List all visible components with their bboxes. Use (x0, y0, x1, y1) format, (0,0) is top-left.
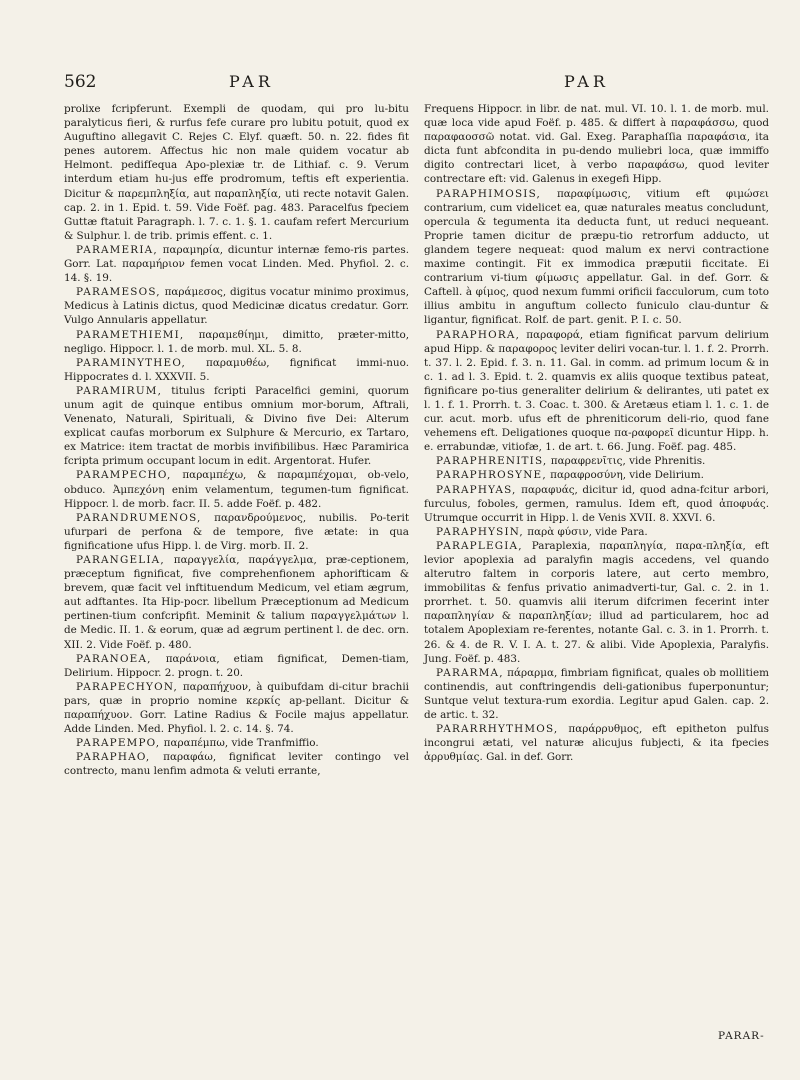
entry: PARAPECHYON, παραπήχυον, à quibufdam di-citur brachii pars, quæ in proprio nomine κερκίς ap-pellant. Dicitur & παραπήχυον. Gorr. Latine Radius & Focile majus appellatur. Adde Linden. Med. Phyfiol. l. 2. c. 14. §. 74. (64, 680, 409, 736)
right-column (424, 102, 769, 764)
entry-headword: PARAPHYSIN, (436, 525, 524, 538)
entry-headword: PARAMERIA, (76, 243, 158, 256)
entry-headword: PARANDRUMENOS, (76, 511, 202, 524)
entry: PARANOEA, παράνοια, etiam fignificat, Demen-tiam, Delirium. Hippocr. 2. progn. t. 20. (64, 652, 409, 679)
entry-headword: PARAPHYAS, (436, 483, 517, 496)
entry: PARAPHYSIN, παρὰ φύσιν, vide Para. (436, 525, 648, 538)
entry-headword: PARANOEA, (76, 652, 152, 665)
entry-headword: PARANGELIA, (76, 554, 165, 566)
entry: PARAPHAO, παραφάω, fignificat leviter contingo vel contrecto, manu lenfim admota & veluti errante, (64, 751, 409, 778)
entry-headword: PARAMINYTHEO, (76, 356, 186, 369)
entry-headword: PARARRHYTHMOS, (436, 723, 559, 736)
entry: prolixe fcripferunt. Exempli de quodam, qui pro lu-bitu paralyticus fieri, & rurfus fefe curare pro lubitu potuit, quod ex Auguftino allegavit C. Rejes C. Elyf. quæft. 50. n. 22. fides fit penes autorem. Affectus hic non male quidem vocatur ab Helmont. pedifſequa Apo-plexiæ tr. de Lithiaf. c. 9. Verum interdum etiam hu-jus effe prodromum, teftis eft experientia. Dicitur & παρεμπληξία, aut παραπληξία, uti recte notavit Galen. cap. 2. in 1. Epid. t. 59. Vide Foëf. pag. 483. Paracelfus fpeciem Guttæ ftatuit Paragraph. l. 7. c. 1. §. 1. caufam refert Mercurium & Sulphur. l. de trib. primis effent. c. 1. (64, 103, 409, 242)
entry: PARAPHROSYNE, παραφροσύνη, vide Delirium. (436, 469, 704, 482)
entry-headword: PARAMESOS, (76, 286, 161, 299)
page-number: 562 (64, 72, 97, 92)
entry: PARAPHRENITIS, παραφρενῖτις, vide Phrenitis. (436, 455, 706, 468)
entry: PARAPHYAS, παραφυάς, dicitur id, quod adna-fcitur arbori, furculus, foboles, germen, ramulus. Idem eft, quod ἀποφυάς. Utrumque occurrit in Hipp. l. de Venis XVII. 8. XXVI. 6. (424, 483, 769, 524)
entry-headword: PARAPEMPO, (76, 737, 161, 750)
entry-headword: PARAPHROSYNE, (436, 469, 547, 482)
entry: PARAMPECHO, παραμπέχω, & παραμπέχομαι, ob-velo, obduco. Ἀμπεχόνη enim velamentum, tegumen-tum fignificat. Hippocr. l. de morb. facr. II. 5. adde Foëf. p. 482. (64, 469, 409, 510)
entry-headword: PARAPHAO, (76, 751, 151, 764)
entry: PARAPHORA, παραφορά, etiam fignificat parvum delirium apud Hipp. & παραφορος leviter deliri vocan-tur. l. 1. f. 2. Prorrh. t. 37. l. 2. Epid. f. 3. n. 11. Gal. in comm. ad primum locum & in c. 1. ad l. 3. Epid. t. 2. quamvis ex aliis quoque textibus pateat, fignificare po-tius generaliter delirium & delirantes, uti patet ex l. 1. f. 1. Prorrh. t. 3. Coac. t. 300. & Aretæus etiam l. 1. c. 1. de cur. acut. morb. ufus eft de phreniticorum deli-rio, quod fane vehemens eft. Deligationes quoque πα-ραφορεῖ dicuntur Hipp. h. e. errabundæ, vitiofæ, 1. de art. t. 66. Jung. Foëf. pag. 485. (424, 328, 769, 454)
left-column (64, 102, 409, 779)
entry: PARARRHYTHMOS, παράρρυθμος, eft epitheton pulfus incongrui ætati, vel naturæ alicujus fubjecti, & ita fpecies ἀρρυθμίας. Gal. in def. Gorr. (424, 723, 769, 764)
page-header (64, 72, 760, 98)
running-head-left: PAR (229, 72, 274, 91)
entry: PARANDRUMENOS, παρανδρούμενος, nubilis. Po-terit ufurpari de perfona & de tempore, five ætate: in qua fignificatione ufus Hipp. l. de Virg. morb. II. 2. (64, 511, 409, 552)
entry-headword: PARARMA, (436, 666, 504, 679)
entry: PARAPLEGIA, Paraplexia, παραπληγία, παρα-πληξία, eft levior apoplexia ad paralyfin magis accedens, vel quando alterutro faltem in corporis latere, aut certo membro, immobilitas & fenfus privatio animadverti-tur, Gal. c. 2. in 1. prorrhet. t. 50. quamvis alii iterum difcrimen fecerint inter παραπληγίαν & παραπληξίαν; illud ad particularem, hoc ad totalem Apoplexiam re-ferentes, notante Gal. c. 3. in 1. Prorrh. t. 26. & 4. de R. V. I. A. t. 27. & alibi. Vide Apoplexia, Paralyfis. Jung. Foëf. p. 483. (424, 539, 769, 665)
entry: PARAMESOS, παράμεσος, digitus vocatur minimo proximus, Medicus à Latinis dictus, quod Medicinæ dicatus credatur. Gorr. Vulgo Annularis appellatur. (64, 286, 409, 327)
entry: PARAMINYTHEO, παραμυθέω, fignificat immi-nuo. Hippocrates d. l. XXXVII. 5. (64, 356, 409, 383)
entry-headword: PARAPECHYON, (76, 680, 178, 693)
entry-headword: PARAPHORA, (436, 328, 521, 341)
entry: PARAPHIMOSIS, παραφίμωσις, vitium eft φιμώσει contrarium, cum videlicet ea, quæ naturales meatus concludunt, opercula & tegumenta ita deducta funt, ut reduci nequeant. Proprie tamen dicitur de præpu-tio retrorfum adducto, ut glandem tegere nequeat: quod malum ex nervi contractione maxime contingit. Fit ex immodica præputii ficcitate. Ei contrarium vi-tium φίμωσις appellatur. Gal. in def. Gorr. & Caftell. à φίμος, quod nexum fummi orificii facculorum, cum toto illius ambitu in anguftum collecto funiculo clau-duntur & ligantur, fignificat. Rolf. de part. genit. P. I. c. 50. (424, 187, 769, 327)
running-head-right: PAR (564, 72, 609, 91)
entry-headword: PARAMIRUM, (76, 384, 163, 397)
entry: PARAMIRUM, titulus fcripti Paracelfici gemini, quorum unum agit de quinque entibus omnium mor-borum, Aftrali, Venenato, Naturali, Spirituali, & Divino five Dei: Alterum explicat caufas morborum ex Sulphure & Mercurio, ex Tartaro, ex Matrice: item tractat de morbis invifibilibus. Hæc Paramirica fcripta primum occupant locum in edit. Argentorat. Hufer. (64, 384, 409, 468)
entry-headword: PARAPHRENITIS, (436, 455, 548, 468)
entry: PARANGELIA, παραγγελία, παράγγελμα, præ-ceptionem, præceptum fignificat, five comprehenfionem aphorifticam & brevem, quæ facit vel inftituendum Medicum, vel etiam ægrum, aut adftantes. Ita Hip-pocr. libellum Præceptionum ad Medicum pertinen-tium confcripfit. Meminit & talium παραγγελμάτων l. de Medic. II. 1. & eorum, quæ ad ægrum pertinent l. de dec. orn. XII. 2. Vide Foëf. p. 480. (64, 554, 410, 651)
entry: PARAMERIA, παραμηρία, dicuntur internæ femo-ris partes. Gorr. Lat. παραμήριον femen vocat Linden. Med. Phyfiol. 2. c. 14. §. 19. (64, 243, 410, 285)
entry: PARARMA, πάραρμα, fimbriam fignificat, quales ob mollitiem continendis, aut conftringendis deli-gationibus fuperponuntur; Suntque velut textura-rum exordia. Legitur apud Galen. cap. 2. de artic. t. 32. (424, 666, 769, 722)
catchword: PARAR- (718, 1030, 765, 1042)
entry-headword: PARAPLEGIA, (436, 539, 523, 552)
entry: PARAPEMPO, παραπέμπω, vide Tranfmiffio. (76, 737, 319, 750)
entry-headword: PARAPHIMOSIS, (436, 187, 542, 200)
entry: PARAMETHIEMI, παραμεθίημι, dimitto, præter-mitto, negligo. Hippocr. l. 1. de morb. mul. XL. 5. 8. (64, 328, 409, 355)
entry-headword: PARAMPECHO, (76, 469, 172, 482)
entry-headword: PARAMETHIEMI, (76, 328, 185, 341)
entry: Frequens Hippocr. in libr. de nat. mul. VI. 10. l. 1. de morb. mul. quæ loca vide apud Foëf. p. 485. & differt à παραφάσσω, quod παραφαοσσῶ notat. vid. Gal. Exeg. Paraphaſſia παραφάσια, ita dicta funt abfcondita in pu-dendo muliebri loca, quæ immiffo digito contrectari licet, à verbo παραφάσω, quod leviter contrectare eft: vid. Galenus in exegefi Hipp. (424, 103, 769, 186)
